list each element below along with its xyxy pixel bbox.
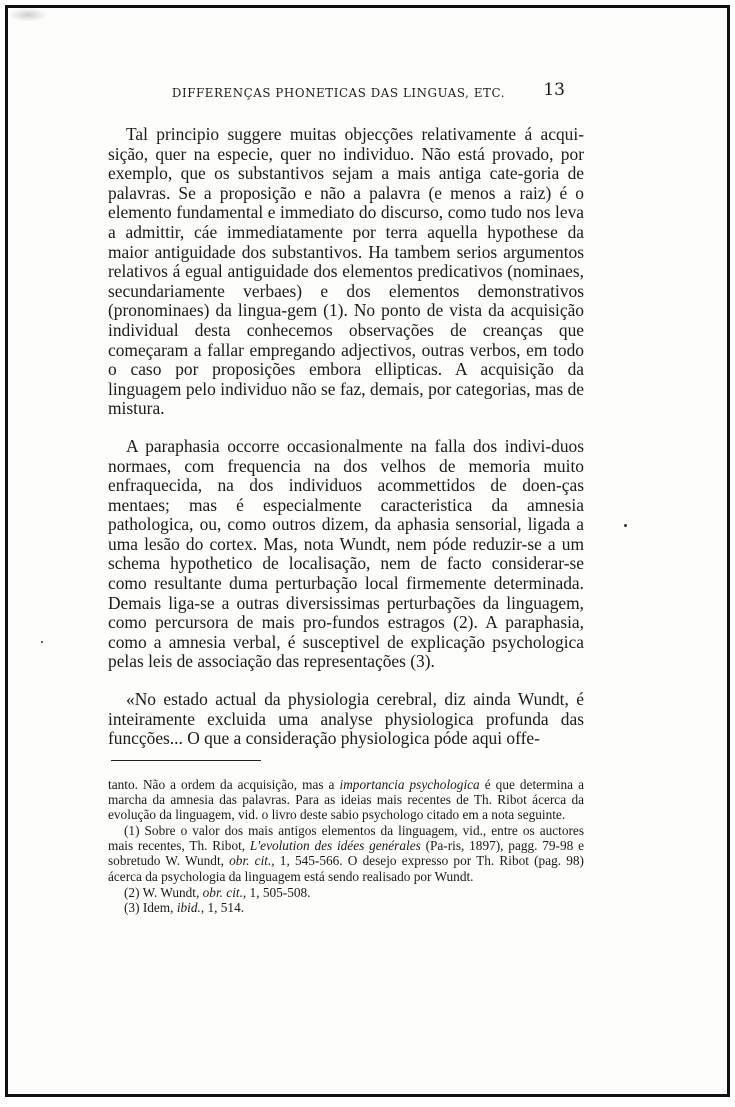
footnote-continuation: tanto. Não a ordem da acquisição, mas a importancia psychologica é que determina a marcha da amnesia das palavras. Para as ideias mais recentes de Th. Ribot ácerca da evolução da linguagem, vid. o livro deste sabio psychologo citado em a nota seguinte.: [108, 777, 584, 823]
corner-smudge: [8, 8, 48, 22]
paragraph-2: A paraphasia occorre occasionalmente na falla dos indivi-duos normaes, com frequencia na dos velhos de memoria muito enfraquecida, na dos individuos acommettidos de doen-ças mentaes; mas é especialmente caracteristica da amnesia pathologica, ou, como outros dizem, da aphasia sensorial, ligada a uma lesão do cortex. Mas, nota Wundt, nem póde reduzir-se a um schema hypothetico de localisação, nem de facto considerar-se como resultante duma perturbação local firmemente determinada. Demais liga-se a outras diversissimas perturbações da linguagem, como percursora de mais pro-fundos estragos (2). A paraphasia, como a amnesia verbal, é susceptivel de explicação psychologica pelas leis de associação das representações (3).: [108, 435, 584, 672]
ink-speck: [41, 641, 43, 643]
paragraph-1: Tal principio suggere muitas objecções relativamente á acqui-sição, quer na especie, quer no individuo. Não está provado, por exemplo, que os substantivos sejam a mais antiga cate-goria de palavras. Se a proposição e não a palavra (e menos a raiz) é o elemento fundamental e immediato do discurso, como tudo nos leva a admittir, cáe immediatamente por terra aquella hypothese da maior antiguidade dos substantivos. Ha tambem serios argumentos relativos á egual antiguidade dos elementos predicativos (nominaes, secundariamente verbaes) e dos elementos demonstrativos (pronominaes) da lingua-gem (1). No ponto de vista da acquisição individual desta conhecemos observações de creanças que começaram a fallar empregando adjectivos, outras verbos, em todo o caso por proposições embora ellipticas. A acquisição da linguagem pelo individuo não se faz, demais, por categorias, mas de mistura.: [108, 124, 584, 419]
body-text: [108, 125, 584, 749]
footnotes: [108, 777, 584, 915]
ink-speck: [624, 524, 627, 527]
book-page: [5, 5, 730, 1097]
footnote-1: (1) Sobre o valor dos mais antigos elementos da linguagem, vid., entre os auctores mais recentes, Th. Ribot, L'evolution des idées genérales (Pa-ris, 1897), pagg. 79-98 e sobretudo W. Wundt, obr. cit., 1, 545-566. O desejo expresso por Th. Ribot (pag. 98) ácerca da psychologia da linguagem está sendo realisado por Wundt.: [108, 823, 584, 884]
footnote-2: (2) W. Wundt, obr. cit., 1, 505-508.: [124, 884, 311, 900]
footnote-rule: [111, 760, 261, 761]
footnote-3: (3) Idem, ibid., 1, 514.: [124, 899, 245, 915]
paragraph-3: «No estado actual da physiologia cerebral, diz ainda Wundt, é inteiramente excluida uma analyse physiologica profunda das funcções... O que a consideração physiologica póde aqui offe-: [108, 689, 584, 749]
running-head: DIFFERENÇAS PHONETICAS DAS LINGUAS, ETC.: [171, 86, 506, 100]
page-number: 13: [543, 80, 565, 100]
